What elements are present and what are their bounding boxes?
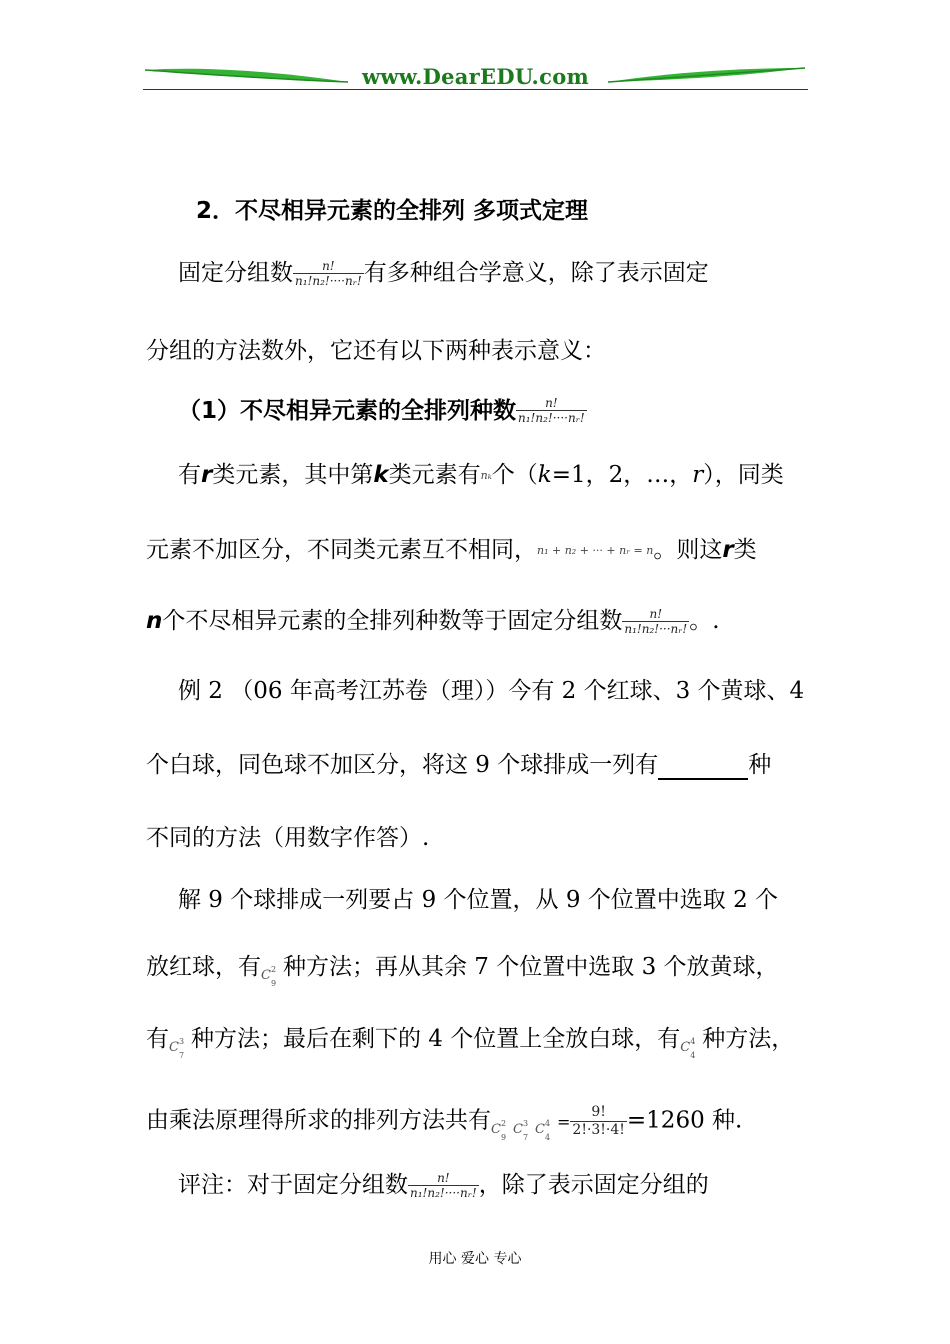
text: 个不尽相异元素的全排列种数等于固定分组数 xyxy=(162,608,623,634)
text: 种方法；最后在剩下的 4 个位置上全放白球，有 xyxy=(191,1026,681,1052)
text: =1，2，…， xyxy=(551,462,693,488)
combination-c92 xyxy=(261,955,283,988)
comb-sup: 2 xyxy=(501,1118,507,1128)
var-k: k xyxy=(537,462,552,488)
text: =1260 种. xyxy=(626,1107,743,1134)
subsection-heading xyxy=(178,396,587,426)
paragraph-2-line-2 xyxy=(146,535,757,566)
text: 评注：对于固定分组数 xyxy=(178,1172,408,1198)
text: 个（ xyxy=(491,462,538,488)
comb-sub: 9 xyxy=(501,1132,507,1142)
fraction-denominator: n₁!n₂!···nᵣ! xyxy=(624,621,688,636)
fraction-numerator: 9! xyxy=(591,1104,606,1120)
header-rule xyxy=(143,89,808,90)
comb-letter: C xyxy=(169,1040,179,1055)
fraction-denominator: 2!·3!·4! xyxy=(572,1122,625,1138)
comb-sup: 3 xyxy=(523,1118,529,1128)
text: 固定分组数 xyxy=(178,260,293,286)
comb-sup: 4 xyxy=(545,1118,551,1128)
text: 元素不加区分，不同类元素互不相同， xyxy=(146,537,537,563)
text: 。. xyxy=(689,608,720,634)
comb-sub: 4 xyxy=(545,1132,551,1142)
combination-c44 xyxy=(680,1027,702,1060)
paragraph-2-line-1 xyxy=(178,460,784,491)
text: 类 xyxy=(733,537,757,563)
paragraph-2-line-3 xyxy=(146,606,720,637)
comb-letter: C xyxy=(535,1121,545,1137)
text: 种 xyxy=(748,752,772,778)
example-line-3: 不同的方法（用数字作答）. xyxy=(146,825,430,851)
remark-line xyxy=(178,1170,709,1201)
comb-letter: C xyxy=(491,1121,501,1137)
combination-c73 xyxy=(513,1109,535,1142)
text: 有 xyxy=(178,462,201,488)
var-nk: nₖ xyxy=(480,469,492,482)
text: 放红球，有 xyxy=(146,954,261,980)
comb-sub: 7 xyxy=(179,1051,185,1060)
text: （1）不尽相异元素的全排列种数 xyxy=(178,398,517,424)
fraction-numerator: n! xyxy=(545,396,558,410)
example-line-1: 例 2 （06 年高考江苏卷（理））今有 2 个红球、3 个黄球、4 xyxy=(178,678,805,704)
paragraph-1-line-2: 分组的方法数外，它还有以下两种表示意义： xyxy=(146,338,606,364)
fraction-numerator: n! xyxy=(649,606,663,621)
paragraph-1-line-1 xyxy=(178,258,709,289)
comb-sub: 4 xyxy=(690,1051,696,1060)
text: 。则这 xyxy=(653,537,723,563)
fraction-denominator: n₁!n₂!····nᵣ! xyxy=(518,411,585,425)
var-r: r xyxy=(722,537,734,563)
comb-sup: 3 xyxy=(179,1037,185,1046)
text: 类元素，其中第 xyxy=(212,462,374,488)
text: ，除了表示固定分组的 xyxy=(478,1172,709,1198)
solution-line-2 xyxy=(146,952,779,988)
fraction-n-factorial xyxy=(516,397,587,426)
combination-c92 xyxy=(491,1109,513,1142)
comb-letter: C xyxy=(680,1040,691,1055)
comb-sub: 9 xyxy=(271,979,277,988)
page-footer: 用心 爱心 专心 xyxy=(428,1251,522,1267)
text: 种方法， xyxy=(702,1026,795,1052)
combination-c73 xyxy=(169,1027,191,1060)
comb-sub: 7 xyxy=(523,1132,529,1142)
fraction-denominator: n₁!n₂!····nᵣ! xyxy=(295,273,362,288)
fraction-n-factorial xyxy=(408,1172,479,1201)
var-r: r xyxy=(692,462,704,488)
fraction-result xyxy=(570,1104,627,1139)
text: 由乘法原理得所求的排列方法共有 xyxy=(146,1107,491,1134)
text: ），同类 xyxy=(703,462,784,488)
text: 种方法；再从其余 7 个位置中选取 3 个放黄球， xyxy=(283,954,779,980)
fraction-numerator: n! xyxy=(437,1170,450,1185)
solution-line-4: 由乘法原理得所求的排列方法共有 C 2 9 C 3 7 C 4 4 = $\frac{9!}{2!\cdot 3!\cdot 4!}$ =1260 种. xyxy=(146,1104,742,1139)
example-line-2 xyxy=(146,750,771,780)
comb-sup: 2 xyxy=(271,965,277,974)
comb-letter: C xyxy=(261,968,271,983)
answer-blank xyxy=(658,756,748,780)
text: 有 xyxy=(146,1026,169,1052)
var-n: n xyxy=(146,608,163,634)
combination-c44 xyxy=(535,1109,557,1142)
var-k: k xyxy=(373,462,389,488)
text: 个白球，同色球不加区分，将这 9 个球排成一列有 xyxy=(146,752,659,778)
fraction-denominator: n₁!n₂!····nᵣ! xyxy=(410,1185,477,1200)
sum-formula: n₁ + n₂ + ··· + nᵣ = n xyxy=(537,544,654,557)
fraction-numerator: n! xyxy=(322,258,335,273)
page-header xyxy=(143,58,808,98)
fraction-n-factorial xyxy=(622,608,689,637)
solution-line-3 xyxy=(146,1024,795,1060)
var-r: r xyxy=(201,462,213,488)
comb-letter: C xyxy=(513,1121,523,1137)
text: 有多种组合学意义，除了表示固定 xyxy=(363,260,709,286)
comb-sup: 4 xyxy=(690,1037,696,1046)
solution-line-1: 解 9 个球排成一列要占 9 个位置，从 9 个位置中选取 2 个 xyxy=(178,887,779,913)
site-logo-text: www.DearEDU.com xyxy=(361,64,590,89)
section-title: 2．不尽相异元素的全排列 多项式定理 xyxy=(196,198,589,224)
text: 类元素有 xyxy=(388,462,481,488)
fraction-n-factorial xyxy=(293,260,364,289)
